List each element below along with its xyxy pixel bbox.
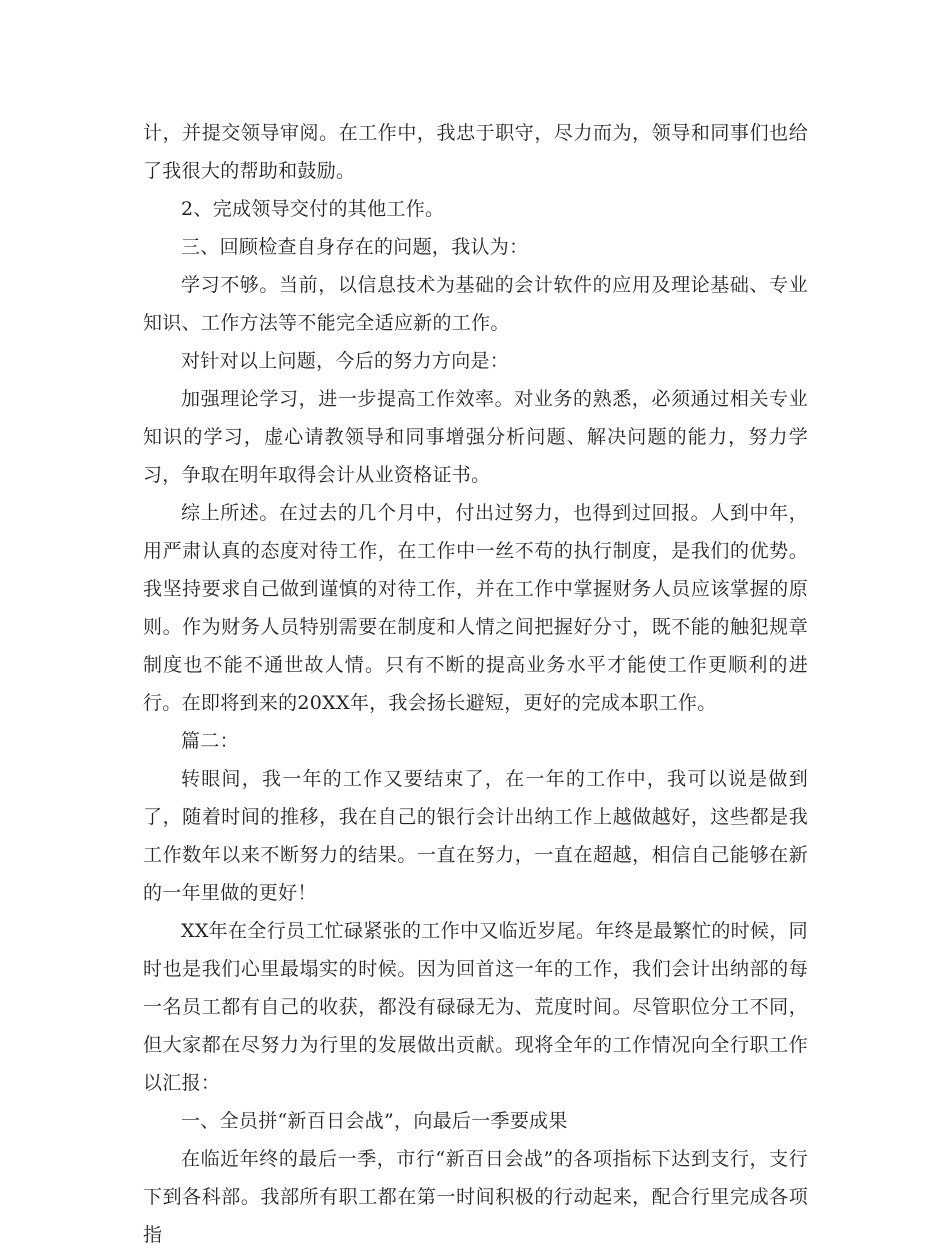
paragraph-campaign: 在临近年终的最后一季，市行“新百日会战”的各项指标下达到支行，支行下到各科部。我部所有职工都在第一时间积极的行动起来，配合行里完成各项指 [143,1148,808,1246]
paragraph-study: 学习不够。当前，以信息技术为基础的会计软件的应用及理论基础、专业知识、工作方法等不能完全适应新的工作。 [143,274,808,334]
paragraph-item-2: 2、完成领导交付的其他工作。 [181,198,445,220]
paragraph-direction: 对针对以上问题，今后的努力方向是： [181,350,510,372]
paragraph-intro-year: 转眼间，我一年的工作又要结束了，在一年的工作中，我可以说是做到了，随着时间的推移，我在自己的银行会计出纳工作上越做越好，这些都是我工作数年以来不断努力的结果。一直在努力，一直在超越，相信自己能够在新的一年里做的更好！ [143,768,808,904]
paragraph-continued: 计，并提交领导审阅。在工作中，我忠于职守，尽力而为，领导和同事们也给了我很大的帮助和鼓励。 [143,122,808,182]
paragraph-summary: 综上所述。在过去的几个月中，付出过努力，也得到过回报。人到中年，用严肃认真的态度对待工作，在工作中一丝不苟的执行制度，是我们的优势。我坚持要求自己做到谨慎的对待工作，并在工作中掌握财务人员应该掌握的原则。作为财务人员特别需要在制度和人情之间把握好分寸，既不能的触犯规章制度也不能不通世故人情。只有不断的提高业务水平才能使工作更顺利的进行。在即将到来的20XX年，我会扬长避短，更好的完成本职工作。 [143,502,808,714]
section-heading-part-two: 篇二： [181,730,239,752]
section-heading-campaign: 一、全员拼“新百日会战”，向最后一季要成果 [181,1110,568,1132]
document-body [143,114,808,1254]
paragraph-year-end: XX年在全行员工忙碌紧张的工作中又临近岁尾。年终是最繁忙的时候，同时也是我们心里最塌实的时候。因为回首这一年的工作，我们会计出纳部的每一名员工都有自己的收获，都没有碌碌无为、荒度时间。尽管职位分工不同，但大家都在尽努力为行里的发展做出贡献。现将全年的工作情况向全行职工作以汇报： [143,920,808,1094]
section-heading-problems: 三、回顾检查自身存在的问题，我认为： [181,236,529,258]
paragraph-theory: 加强理论学习，进一步提高工作效率。对业务的熟悉，必须通过相关专业知识的学习，虚心请教领导和同事增强分析问题、解决问题的能力，努力学习，争取在明年取得会计从业资格证书。 [143,388,808,486]
